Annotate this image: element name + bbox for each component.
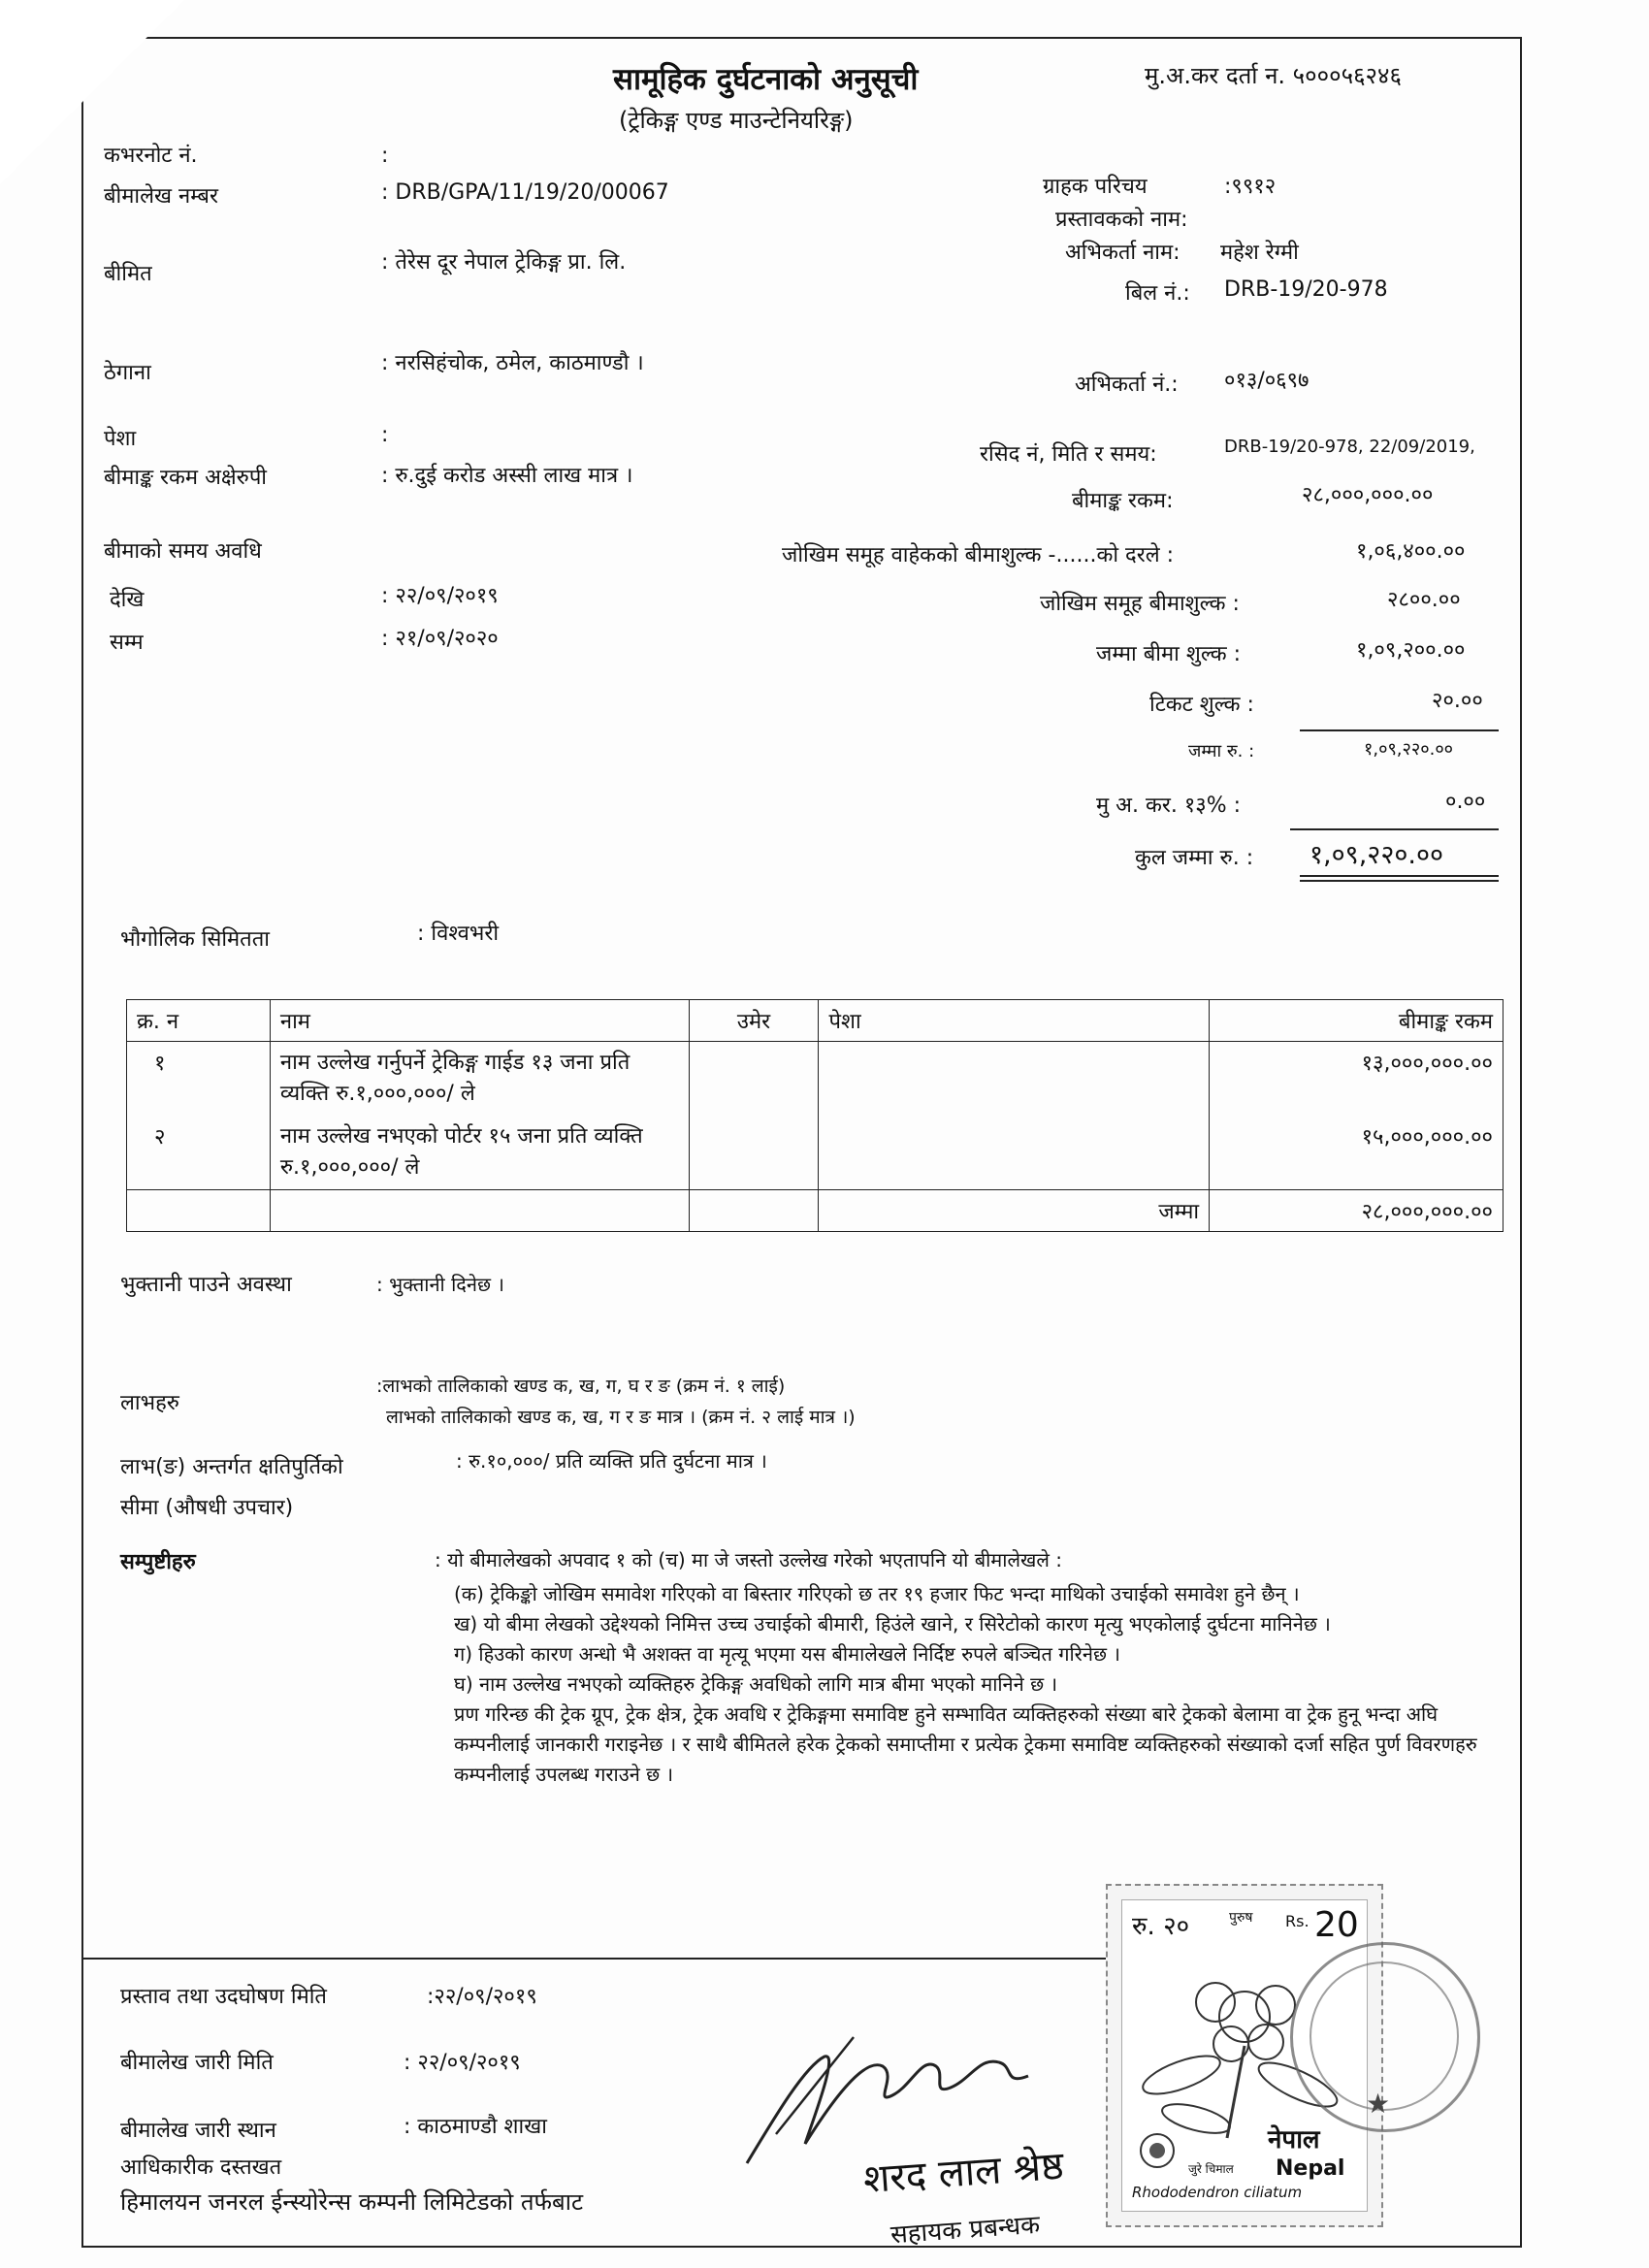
row-occupation <box>819 1116 1210 1189</box>
occupation-value: : <box>381 423 389 447</box>
footer-divider <box>83 1958 1112 1960</box>
table-header-row <box>127 1000 1504 1042</box>
customer-id-value: :९९१२ <box>1224 175 1277 199</box>
payment-value: : भुक्तानी दिनेछ । <box>376 1273 504 1296</box>
document-title: सामूहिक दुर्घटनाको अनुसूची <box>613 62 919 97</box>
stamp-denom-np: रु. २० <box>1132 1912 1190 1941</box>
covernote-value: : <box>381 144 389 168</box>
row-age <box>689 1116 819 1189</box>
stamp-species-np: जुरे चिमाल <box>1188 2162 1234 2176</box>
row-occupation <box>819 1042 1210 1116</box>
benefits-line-1: :लाभको तालिकाको खण्ड क, ख, ग, घ र ङ (क्रम नं. १ लाई) <box>376 1376 786 1397</box>
table-total-label: जम्मा <box>819 1189 1210 1231</box>
sum-insured-value: २८,०००,०००.०० <box>1302 483 1434 507</box>
confirmations-label: सम्पुष्टीहरु <box>120 1550 196 1574</box>
to-label: सम्म <box>110 631 144 655</box>
subtotal-label: जम्मा रु. : <box>1188 741 1255 761</box>
table-total-row <box>127 1189 1504 1231</box>
subtotal-rule <box>1300 729 1499 731</box>
medical-value: : रु.१०,०००/ प्रति व्यक्ति प्रति दुर्घटना मात्र । <box>456 1449 767 1473</box>
total-empty-3 <box>689 1189 819 1231</box>
row-age <box>689 1042 819 1116</box>
agent-name-label: अभिकर्ता नाम: <box>1065 241 1180 265</box>
occupation-label: पेशा <box>104 427 137 451</box>
insured-label: बीमित <box>104 262 152 286</box>
policy-number-value: : DRB/GPA/11/19/20/00067 <box>381 180 669 205</box>
address-label: ठेगाना <box>104 361 151 385</box>
confirmation-item: (क) ट्रेकिङ्को जोखिम समावेश गरिएको वा बिस्तार गरिएको छ तर १९ हजार फिट भन्दा माथिको उचाईको समावेश हुने छैन् । <box>454 1582 1300 1605</box>
ticket-fee-value: २०.०० <box>1432 689 1483 713</box>
row-name: नाम उल्लेख नभएको पोर्टर १५ जना प्रति व्यक्ति रु.१,०००,०००/ ले <box>270 1116 689 1189</box>
document-subtitle: (ट्रेकिङ्ग एण्ड माउन्टेनियरिङ्ग) <box>619 107 854 134</box>
benefits-line-2: लाभको तालिकाको खण्ड क, ख, ग र ङ मात्र । (क्रम नं. २ लाई मात्र ।) <box>386 1407 856 1428</box>
confirmation-item: घ) नाम उल्लेख नभएको व्यक्तिहरु ट्रेकिङ्ग अवधिको लागि मात्र बीमा भएको मानिने छ । <box>454 1672 1058 1696</box>
to-value: : २१/०९/२०२० <box>381 627 499 651</box>
row-amount: १३,०००,०००.०० <box>1210 1042 1504 1116</box>
signer-title: सहायक प्रबन्धक <box>889 2210 1042 2251</box>
header-age: उमेर <box>689 1000 819 1042</box>
receipt-label: रसिद नं, मिति र समय: <box>980 442 1157 467</box>
vat-label: मु अ. कर. १३% : <box>1096 794 1242 818</box>
agent-number-label: अभिकर्ता नं.: <box>1075 373 1179 397</box>
header-occupation: पेशा <box>819 1000 1210 1042</box>
receipt-value: DRB-19/20-978, 22/09/2019, <box>1224 437 1475 457</box>
geo-label: भौगोलिक सिमितता <box>120 927 270 952</box>
grand-total-value: १,०९,२२०.०० <box>1310 840 1444 870</box>
proposal-date-value: :२२/०९/२०१९ <box>427 1985 537 2009</box>
stamp-rs: Rs. <box>1285 1912 1310 1930</box>
header-name: नाम <box>270 1000 689 1042</box>
issue-date-label: बीमालेख जारी मिति <box>120 2051 274 2075</box>
confirmation-item: प्रण गरिन्छ की ट्रेक ग्रूप, ट्रेक क्षेत्र, ट्रेक अवधि र ट्रेकिङ्गमा समाविष्ट हुने सम्भावित व्यक्तिहरुको संख्या बारे ट्रेकको बेलामा वा ट्रेक हुनू भन्दा अघि कम्पनीलाई जानकारी गराइनेछ । र साथै बीमितले हरेक ट्रेकको समाप्तीमा र प्रत्येक ट्रेकमा समाविष्ट व्यक्तिहरुको संख्याको दर्जा सहित पुर्ण विवरणहरु कम्पनीलाई उपलब्ध गराउने छ । <box>454 1702 1477 1786</box>
payment-label: भुक्तानी पाउने अवस्था <box>120 1273 292 1297</box>
stamp-unit: पुरुष <box>1229 1910 1253 1926</box>
vat-value: ०.०० <box>1445 790 1486 814</box>
total-premium-label: जम्मा बीमा शुल्क : <box>1096 642 1242 666</box>
total-empty-2 <box>270 1189 689 1231</box>
table-row <box>127 1116 1504 1189</box>
benefits-label: लाभहरु <box>120 1391 179 1415</box>
grand-total-rule-top <box>1290 828 1499 830</box>
covernote-label: कभरनोट नं. <box>104 144 198 168</box>
from-value: : २२/०९/२०१९ <box>381 584 499 608</box>
agent-number-value: ०१३/०६९७ <box>1224 369 1310 393</box>
medical-label-2: सीमा (औषधी उपचार) <box>120 1496 294 1520</box>
authorized-signature-label: आधिकारीक दस्तखत <box>120 2155 282 2180</box>
sum-words-label: बीमाङ्क रकम अक्षेरुपी <box>104 466 268 490</box>
grand-total-rule-1 <box>1300 875 1499 877</box>
policy-number-label: बीमालेख नम्बर <box>104 184 218 209</box>
excl-premium-value: १,०६,४००.०० <box>1356 539 1466 564</box>
customer-id-label: ग्राहक परिचय <box>1043 175 1148 199</box>
excl-premium-label: जोखिम समूह वाहेकको बीमाशुल्क -......को दरले : <box>782 543 1175 567</box>
folded-corner <box>0 0 184 184</box>
confirmations-list <box>454 1579 1511 1790</box>
vat-registration: मु.अ.कर दर्ता न. ५०००५६२४६ <box>1145 62 1402 89</box>
grand-total-rule-2 <box>1300 880 1499 882</box>
agent-name-value: महेश रेग्मी <box>1220 241 1299 265</box>
stamp-value: 20 <box>1314 1905 1359 1945</box>
sum-insured-label: बीमाङ्क रकम: <box>1072 489 1174 513</box>
confirmation-item: ख) यो बीमा लेखको उद्देश्यको निमित्त उच्च उचाईको बीमारी, हिउंले खाने, र सिरेटोको कारण मृत्यु भएकोलाई दुर्घटना मानिनेछ । <box>454 1612 1331 1636</box>
period-label: बीमाको समय अवधि <box>104 539 262 564</box>
proposal-date-label: प्रस्ताव तथा उदघोषण मिति <box>120 1985 327 2009</box>
company-line: हिमालयन जनरल ईन्स्योरेन्स कम्पनी लिमिटेडको तर्फबाट <box>120 2188 584 2216</box>
risk-premium-value: २८००.०० <box>1387 588 1461 612</box>
stamp-species: Rhododendron ciliatum <box>1132 2184 1303 2201</box>
geo-value: : विश्वभरी <box>417 922 500 946</box>
postal-emblem-icon <box>1138 2131 1177 2170</box>
stamp-country-np: नेपाल <box>1268 2125 1320 2155</box>
row-sn: १ <box>127 1042 271 1116</box>
insured-value: : तेरेस दूर नेपाल ट्रेकिङ्ग प्रा. लि. <box>381 250 627 275</box>
confirmations-intro: : यो बीमालेखको अपवाद १ को (च) मा जे जस्तो उल्लेख गरेको भएतापनि यो बीमालेखले : <box>435 1548 1063 1571</box>
issue-place-label: बीमालेख जारी स्थान <box>120 2119 276 2143</box>
row-amount: १५,०००,०००.०० <box>1210 1116 1504 1189</box>
proposer-label: प्रस्तावकको नाम: <box>1055 208 1188 232</box>
subtotal-value: १,०९,२२०.०० <box>1364 739 1454 760</box>
bill-value: DRB-19/20-978 <box>1224 277 1388 302</box>
table-total-value: २८,०००,०००.०० <box>1210 1189 1504 1231</box>
signer-name: शरद लाल श्रेष्ठ <box>861 2143 1066 2203</box>
sum-words-value: : रु.दुई करोड अस्सी लाख मात्र । <box>381 464 633 488</box>
ticket-fee-label: टिकट शुल्क : <box>1149 693 1254 717</box>
seal-star-icon: ★ <box>1366 2088 1391 2120</box>
issue-place-value: : काठमाण्डौ शाखा <box>404 2115 547 2139</box>
total-empty-1 <box>127 1189 271 1231</box>
stamp-country-en: Nepal <box>1276 2156 1345 2181</box>
risk-premium-label: जोखिम समूह बीमाशुल्क : <box>1040 592 1240 616</box>
beneficiary-table <box>126 999 1504 1232</box>
row-sn: २ <box>127 1116 271 1189</box>
grand-total-label: कुल जम्मा रु. : <box>1135 846 1254 870</box>
confirmation-item: ग) हिउको कारण अन्धो भै अशक्त वा मृत्यू भएमा यस बीमालेखले निर्दिष्ट रुपले बञ्चित गरिनेछ । <box>454 1642 1120 1666</box>
address-value: : नरसिहंचोक, ठमेल, काठमाण्डौ । <box>381 351 644 375</box>
medical-label-1: लाभ(ङ) अन्तर्गत क्षतिपुर्तिको <box>120 1455 343 1479</box>
header-amount: बीमाङ्क रकम <box>1210 1000 1504 1042</box>
from-label: देखि <box>110 588 145 612</box>
total-premium-value: १,०९,२००.०० <box>1356 638 1466 663</box>
row-name: नाम उल्लेख गर्नुपर्ने ट्रेकिङ्ग गाईड १३ जना प्रति व्यक्ति रु.१,०००,०००/ ले <box>270 1042 689 1116</box>
header-sn: क्र. न <box>127 1000 271 1042</box>
bill-label: बिल नं.: <box>1125 281 1190 306</box>
table-row <box>127 1042 1504 1116</box>
issue-date-value: : २२/०९/२०१९ <box>404 2051 521 2075</box>
